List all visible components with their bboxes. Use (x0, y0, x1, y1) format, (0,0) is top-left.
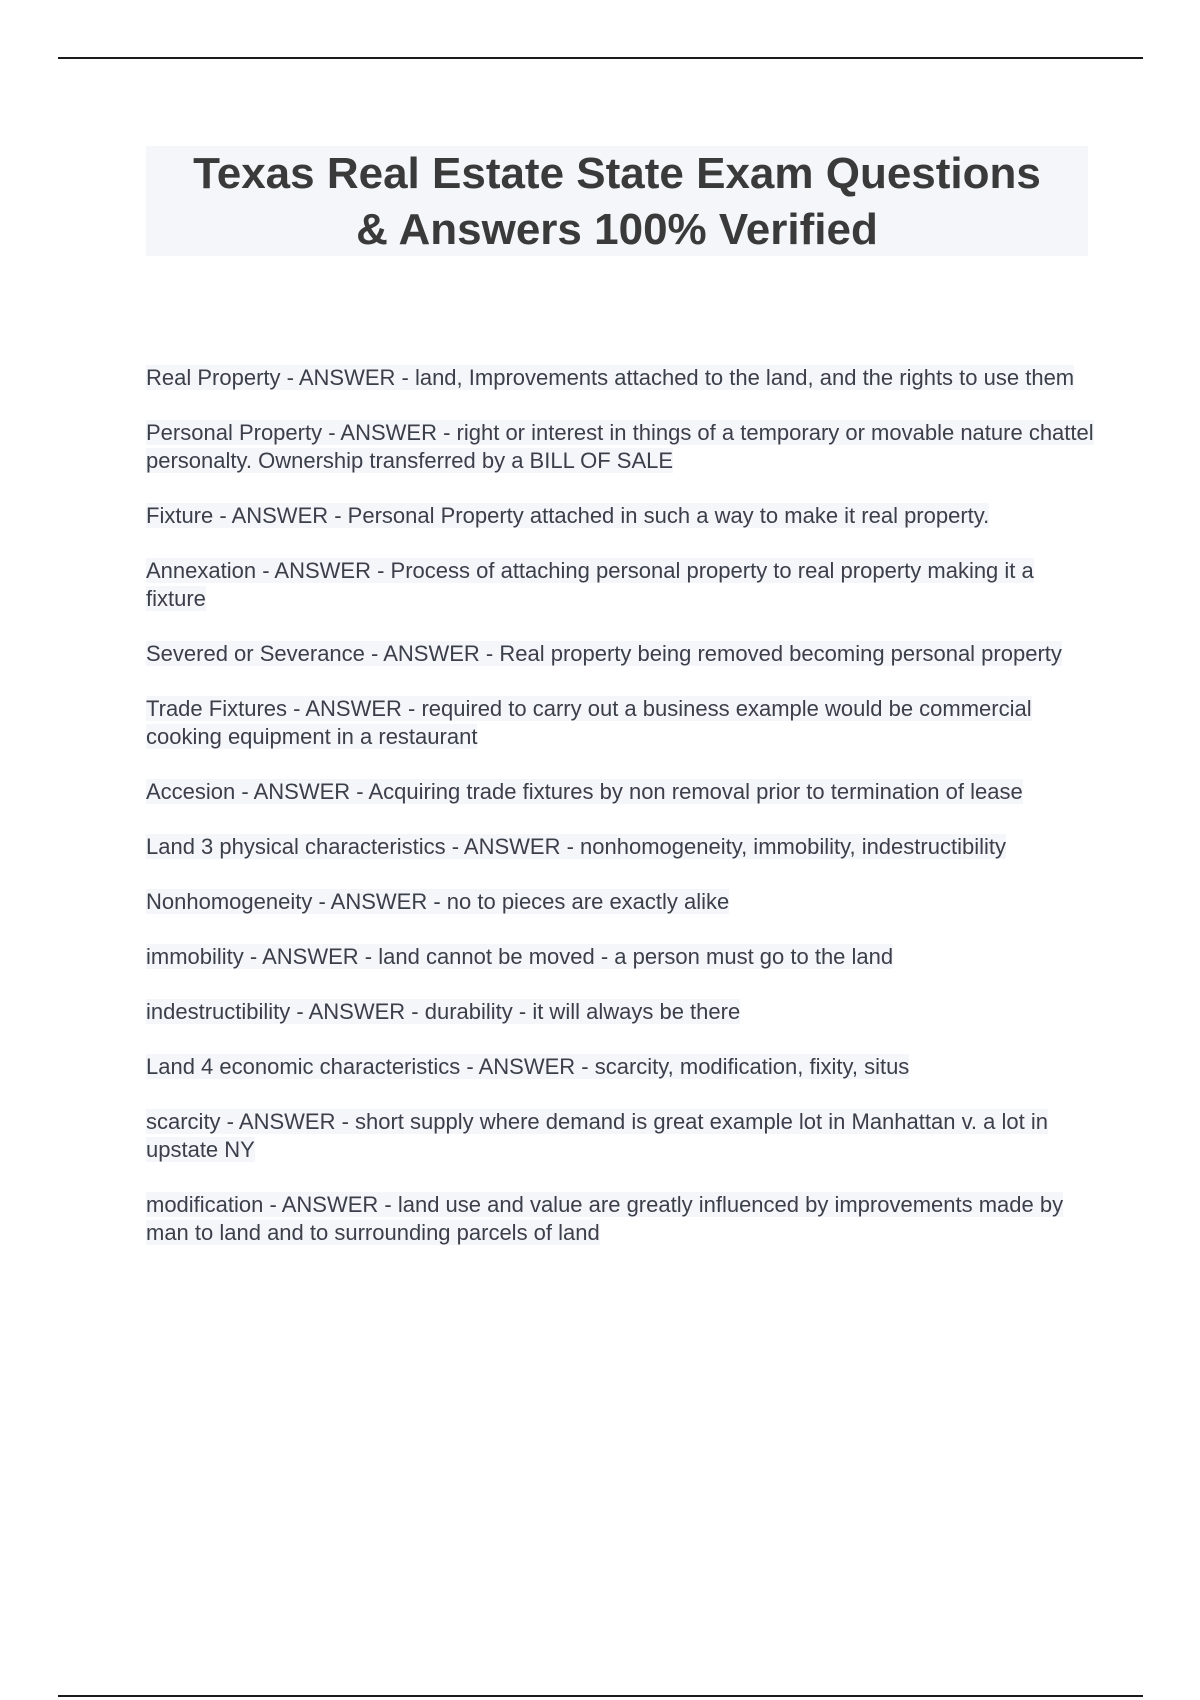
qa-item (146, 888, 1096, 916)
qa-item (146, 364, 1096, 392)
qa-list (146, 364, 1096, 1274)
qa-item (146, 695, 1096, 751)
qa-text: immobility - ANSWER - land cannot be moved - a person must go to the land (146, 944, 894, 969)
qa-text: Severed or Severance - ANSWER - Real property being removed becoming personal property (146, 641, 1062, 666)
qa-item (146, 833, 1096, 861)
qa-item (146, 943, 1096, 971)
qa-text: Land 4 economic characteristics - ANSWER - scarcity, modification, fixity, situs (146, 1054, 910, 1079)
qa-text: Accesion - ANSWER - Acquiring trade fixtures by non removal prior to termination of lease (146, 779, 1023, 804)
qa-text: Real Property - ANSWER - land, Improvements attached to the land, and the rights to use them (146, 365, 1075, 390)
qa-item (146, 640, 1096, 668)
qa-text: indestructibility - ANSWER - durability - it will always be there (146, 999, 741, 1024)
qa-text: Fixture - ANSWER - Personal Property attached in such a way to make it real property. (146, 503, 990, 528)
qa-item (146, 998, 1096, 1026)
qa-text: modification - ANSWER - land use and value are greatly influenced by improvements made by man to land and to surrounding parcels of land (146, 1192, 1064, 1245)
qa-text: scarcity - ANSWER - short supply where demand is great example lot in Manhattan v. a lot in upstate NY (146, 1109, 1048, 1162)
qa-item (146, 1108, 1096, 1164)
qa-text: Nonhomogeneity - ANSWER - no to pieces are exactly alike (146, 889, 730, 914)
qa-text: Annexation - ANSWER - Process of attaching personal property to real property making it a fixture (146, 558, 1034, 611)
qa-text: Trade Fixtures - ANSWER - required to carry out a business example would be commercial cooking equipment in a restaurant (146, 696, 1032, 749)
qa-item (146, 502, 1096, 530)
qa-item (146, 778, 1096, 806)
bottom-divider (58, 1695, 1143, 1697)
qa-item (146, 1191, 1096, 1247)
document-title (146, 146, 1088, 256)
title-line-2: & Answers 100% Verified (356, 205, 878, 254)
qa-text: Land 3 physical characteristics - ANSWER - nonhomogeneity, immobility, indestructibility (146, 834, 1006, 859)
qa-item (146, 557, 1096, 613)
title-line-1: Texas Real Estate State Exam Questions (193, 149, 1041, 198)
qa-text: Personal Property - ANSWER - right or interest in things of a temporary or movable nature chattel personalty. Ownership transferred by a BILL OF SALE (146, 420, 1094, 473)
qa-item (146, 419, 1096, 475)
top-divider (58, 57, 1143, 59)
qa-item (146, 1053, 1096, 1081)
